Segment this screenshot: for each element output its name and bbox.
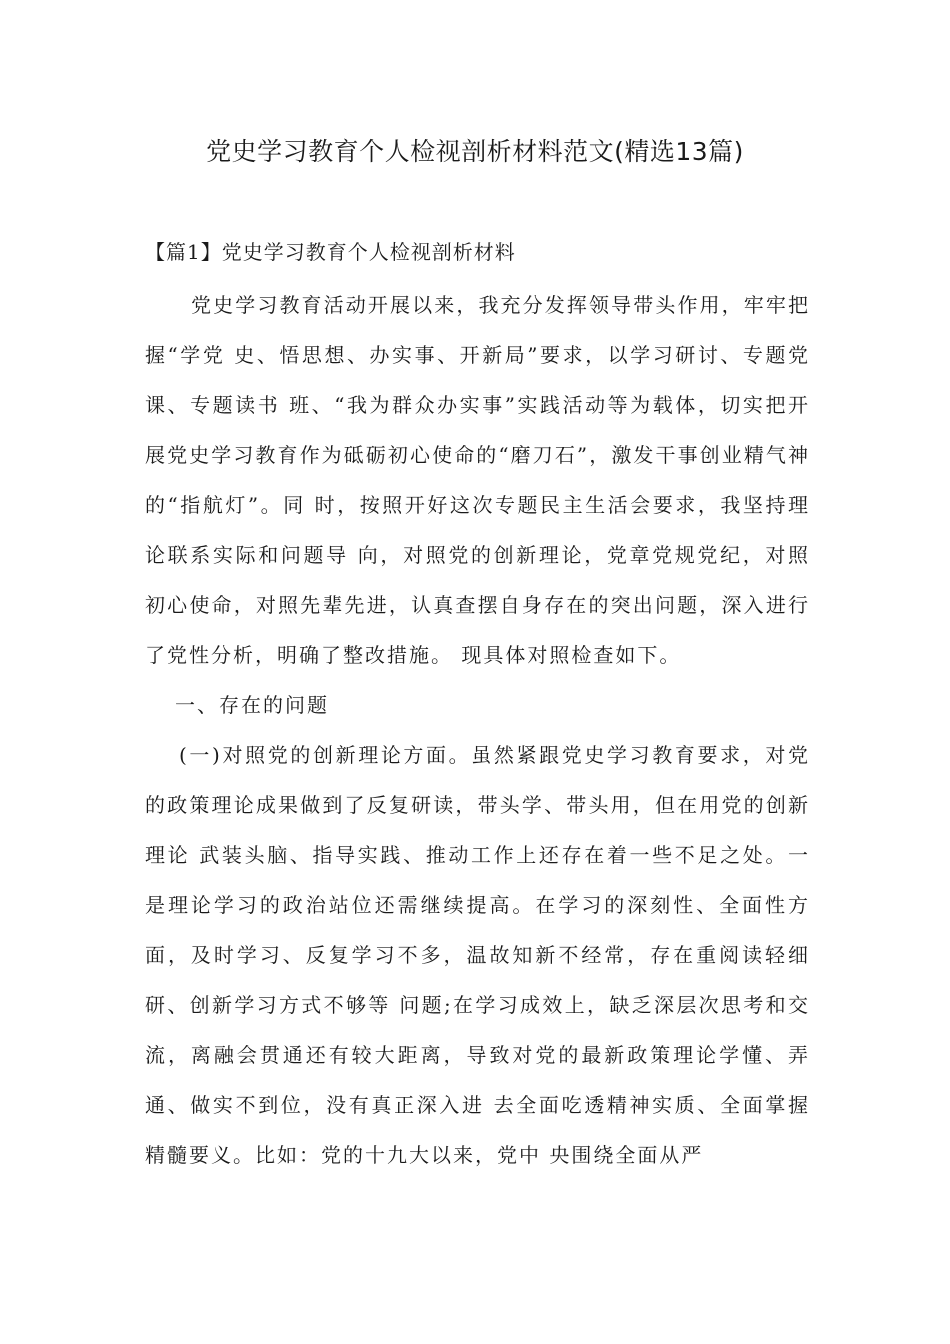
document-body xyxy=(145,280,810,1180)
subsection-heading: 一、存在的问题 xyxy=(175,693,329,717)
body-paragraph: (一)对照党的创新理论方面。虽然紧跟党史学习教育要求，对党 的政策理论成果做到了反复研读，带头学、带头用，但在用党的创新理论 武装头脑、指导实践、推动工作上还存在着一些不足之处。一是理论学习的政治站位还需继续提高。在学习的深刻性、全面性方面，及时学习、反复学习不多，温故知新不经常，存在重阅读轻细研、创新学习方式不够等 问题;在学习成效上，缺乏深层次思考和交流，离融会贯通还有较大距离，导致对党的最新政策理论学懂、弄通、做实不到位，没有真正深入进 去全面吃透精神实质、全面掌握精髓要义。比如：党的十九大以来，党中 央围绕全面从严 xyxy=(145,743,810,1167)
body-paragraph: 党史学习教育活动开展以来，我充分发挥领导带头作用，牢牢把握“学党 史、悟思想、办实事、开新局”要求，以学习研讨、专题党课、专题读书 班、“我为群众办实事”实践活动等为载体，切实把开展党史学习教育作为砥砺初心使命的“磨刀石”，激发干事创业精气神的“指航灯”。同 时，按照开好这次专题民主生活会要求，我坚持理论联系实际和问题导 向，对照党的创新理论，党章党规党纪，对照初心使命，对照先辈先进，认真查摆自身存在的突出问题，深入进行了党性分析，明确了整改措施。 现具体对照检查如下。 xyxy=(145,293,810,667)
document-title: 党史学习教育个人检视剖析材料范文(精选13篇) xyxy=(206,137,744,166)
section-heading: 【篇1】党史学习教育个人检视剖析材料 xyxy=(145,240,516,264)
